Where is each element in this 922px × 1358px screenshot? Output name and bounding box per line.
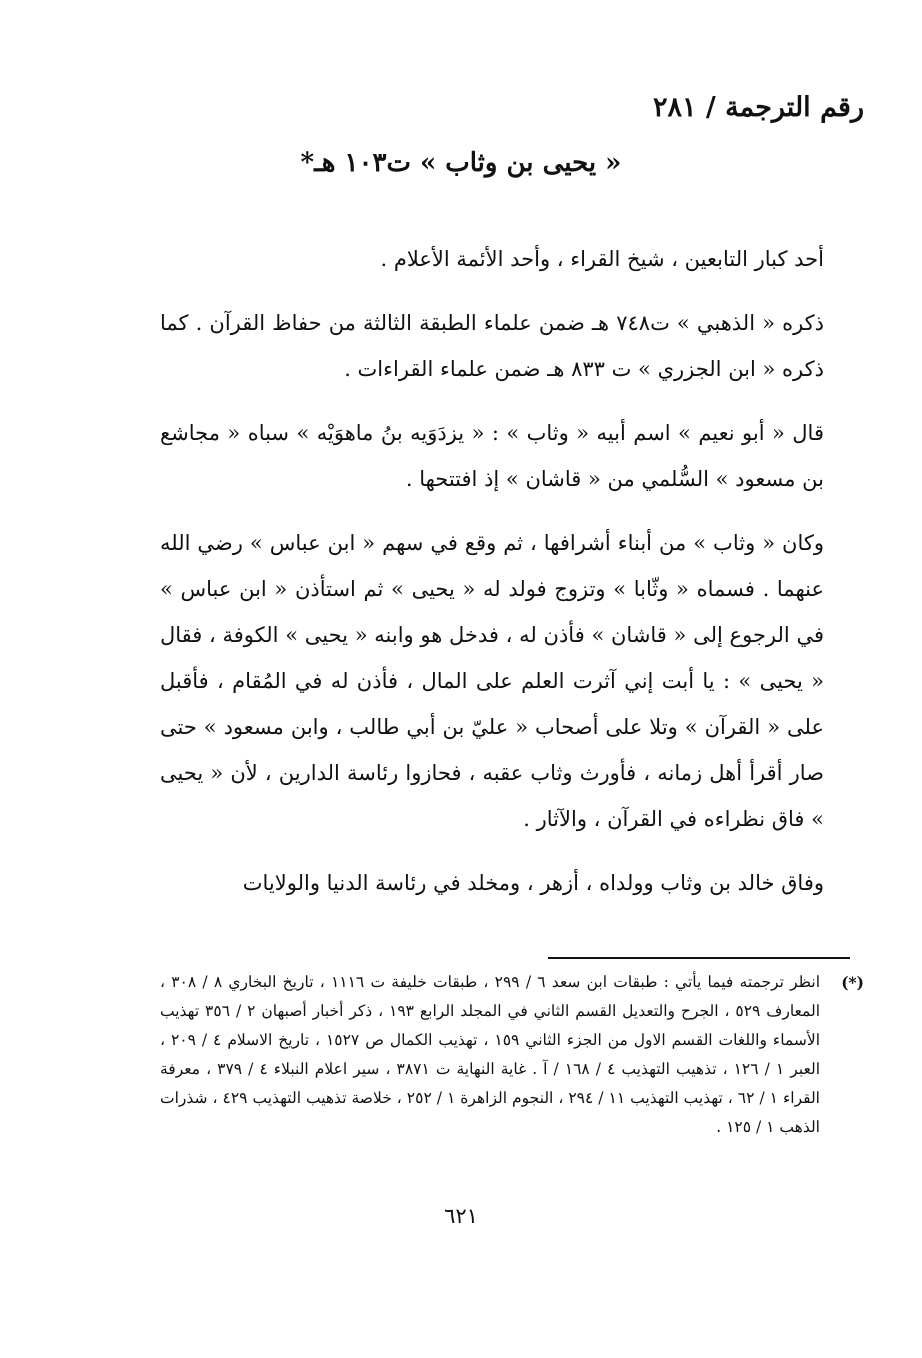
body-paragraph: وفاق خالد بن وثاب وولداه ، أزهر ، ومخلد في رئاسة الدنيا والولايات (242, 871, 824, 895)
page-number: ٦٢١ (444, 1204, 478, 1228)
body-paragraph: ذكره « الذهبي » ت٧٤٨ هـ ضمن علماء الطبقة الثالثة من حفاظ القرآن . كما ذكره « ابن الجزري » ت ٨٣٣ هـ ضمن علماء القراءات . (160, 311, 825, 381)
footnote-marker: (*) (841, 973, 864, 992)
footnote (160, 968, 864, 1142)
body-paragraph: أحد كبار التابعين ، شيخ القراء ، وأحد الأئمة الأعلام . (380, 247, 824, 271)
body-paragraph: وكان « وثاب » من أبناء أشرافها ، ثم وقع في سهم « ابن عباس » رضي الله عنهما . فسماه « وثّابا » وتزوج فولد له « يحيى » ثم استأذن « ابن عباس » في الرجوع إلى « قاشان » فأذن له ، فدخل هو وابنه « يحيى » الكوفة ، فقال « يحيى » : يا أبت إني آثرت العلم على المال ، فأذن له في المُقام ، فأقبل على « القرآن » وتلا على أصحاب « عليّ بن أبي طالب ، وابن مسعود » حتى صار أقرأ أهل زمانه ، فأورث وثاب عقبه ، فحازوا رئاسة الدارين ، لأن « يحيى » فاق نظراءه في القرآن ، والآثار . (160, 531, 824, 831)
entry-title: « يحيى بن وثاب » ت١٠٣ هـ* (300, 148, 622, 178)
footnote-text: انظر ترجمته فيما يأتي : طبقات ابن سعد ٦ / ٢٩٩ ، طبقات خليفة ت ١١١٦ ، تاريخ البخاري ٨ / ٣٠٨ ، المعارف ٥٢٩ ، الجرح والتعديل القسم الثاني في المجلد الرابع ١٩٣ ، ذكر أخبار أصبهان ٢ / ٣٥٦ تهذيب الأسماء واللغات القسم الاول من الجزء الثاني ١٥٩ ، تهذيب الكمال ص ١٥٢٧ ، تاريخ الاسلام ٤ / ٢٠٩ ، العبر ١ / ١٢٦ ، تذهيب التهذيب ٤ / ١٦٨ / آ . غاية النهاية ت ٣٨٧١ ، سير اعلام النبلاء ٤ / ٣٧٩ ، معرفة القراء ١ / ٦٢ ، تهذيب التهذيب ١١ / ٢٩٤ ، النجوم الزاهرة ١ / ٢٥٢ ، خلاصة تذهيب التهذيب ٤٢٩ ، شذرات الذهب ١ / ١٢٥ . (160, 973, 821, 1136)
body-text (160, 236, 824, 924)
entry-number-heading: رقم الترجمة / ٢٨١ (652, 92, 864, 123)
footnote-divider (548, 957, 850, 959)
body-paragraph: قال « أبو نعيم » اسم أبيه « وثاب » : « يزدَوَيه بنُ ماهوَيْه » سباه « مجاشع بن مسعود » السُّلمي من « قاشان » إذ افتتحها . (160, 421, 824, 491)
